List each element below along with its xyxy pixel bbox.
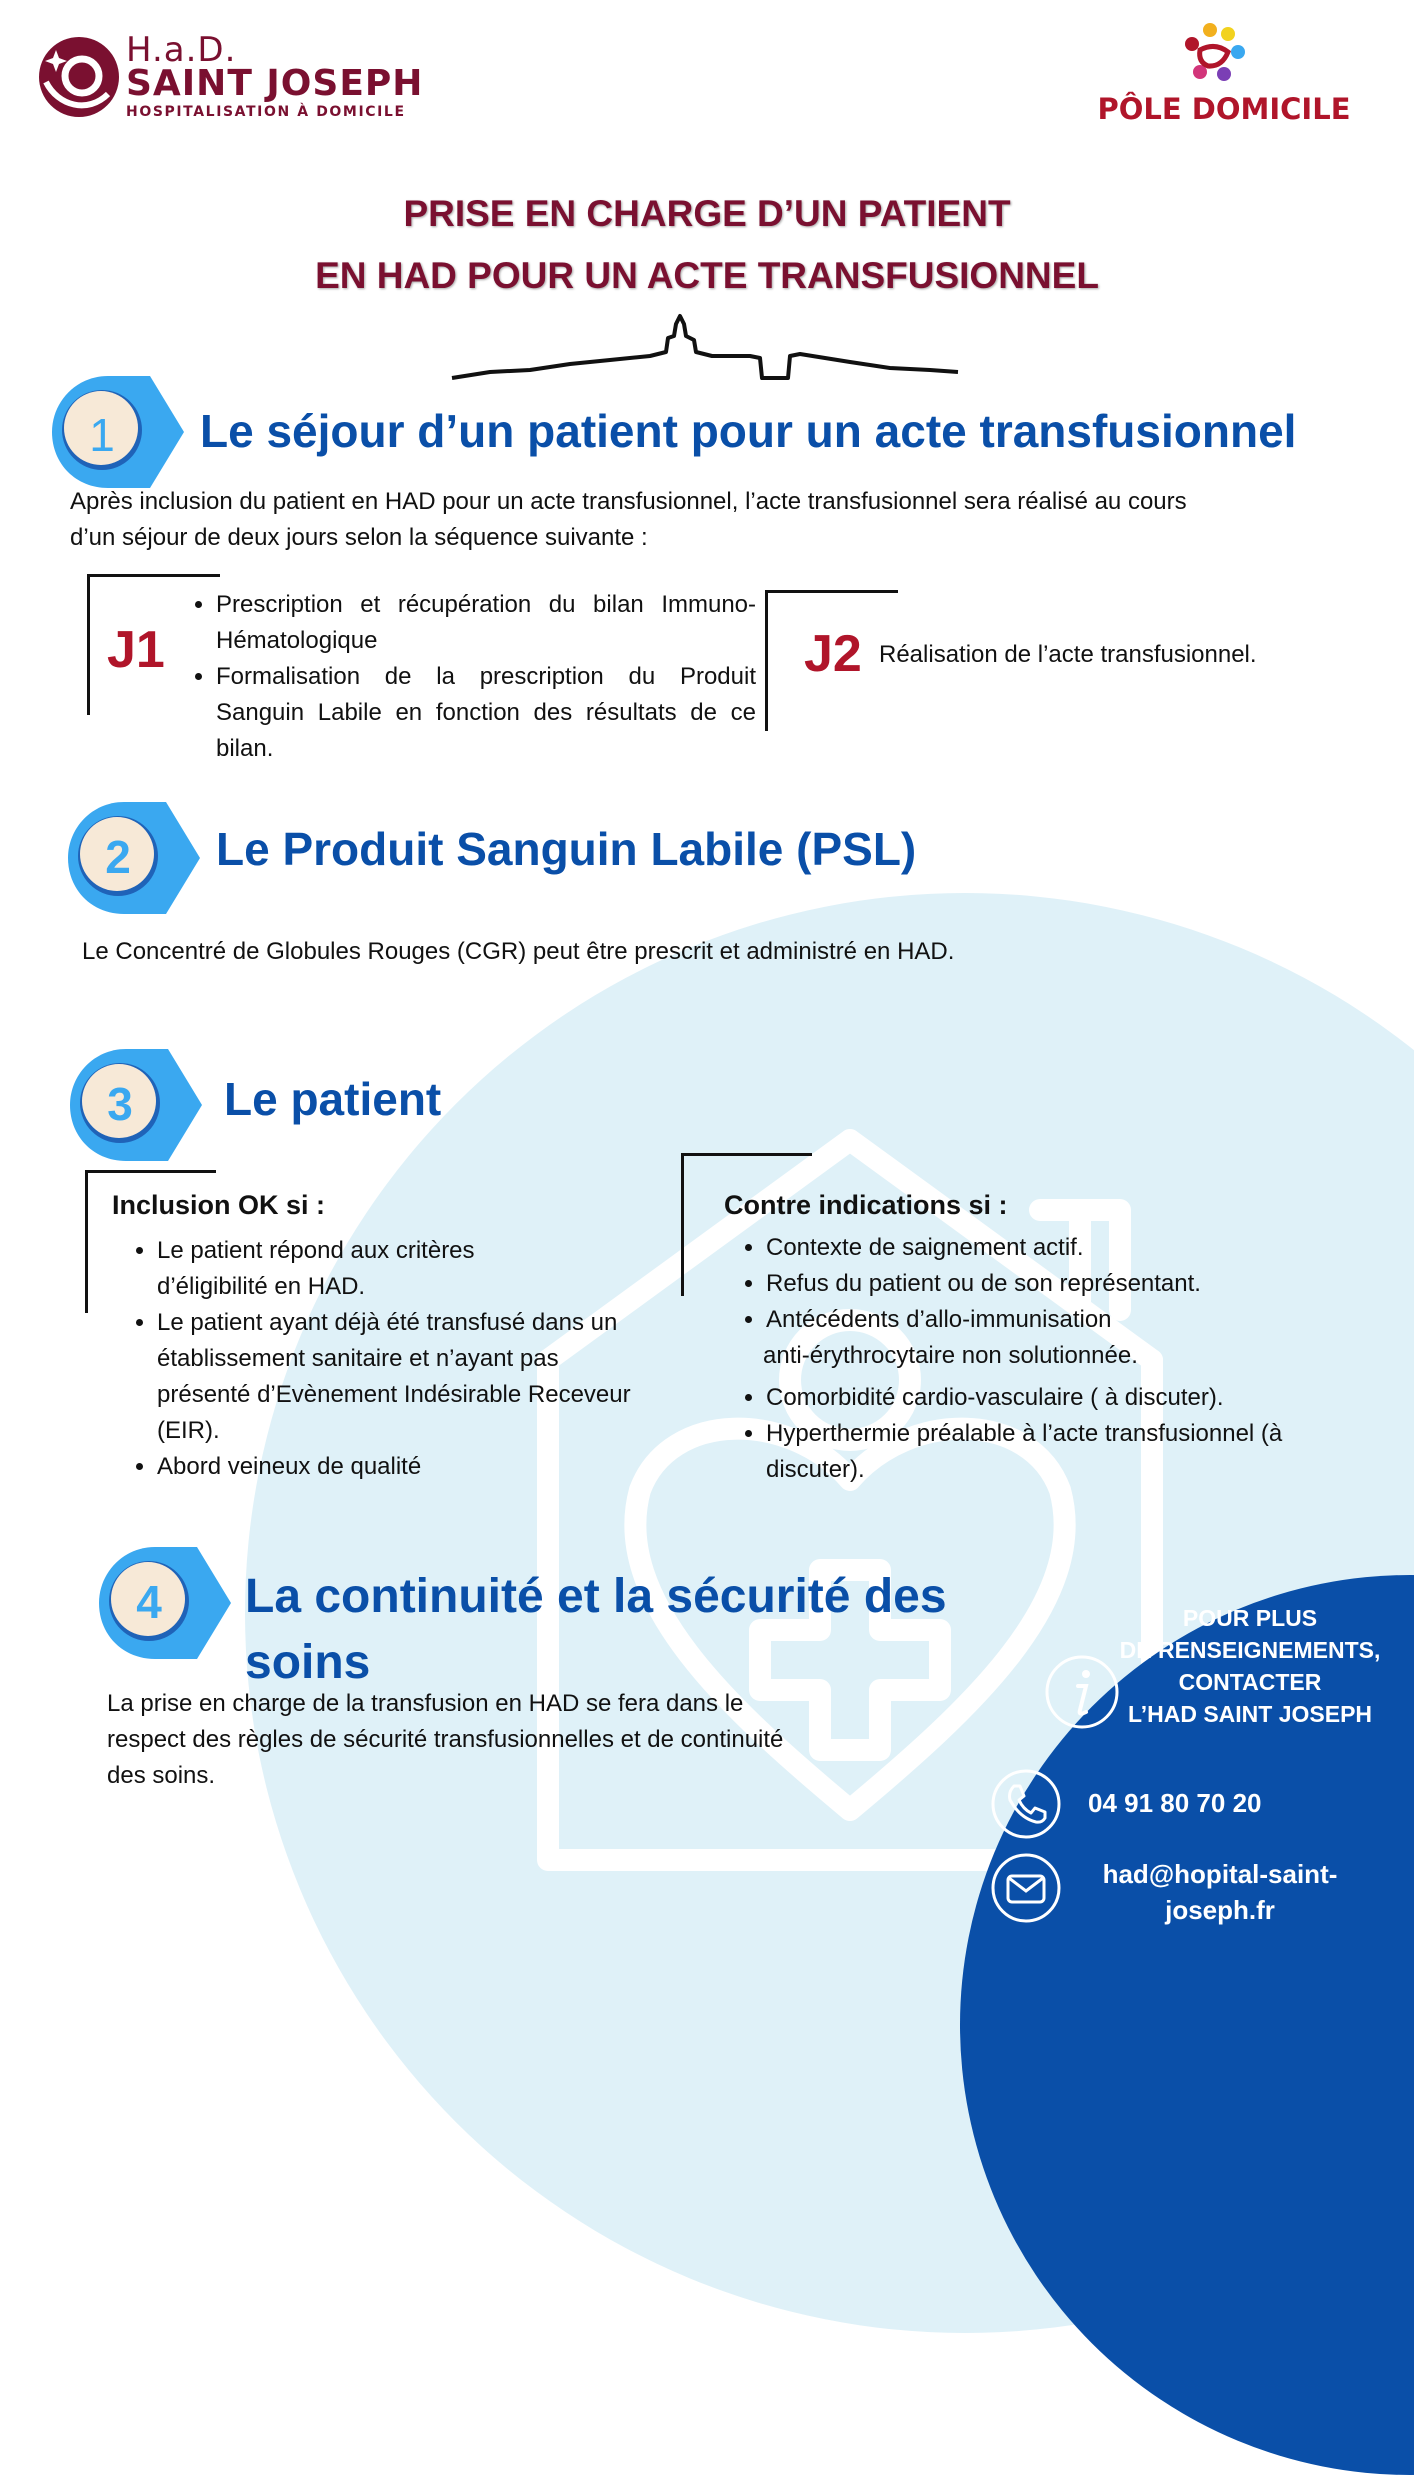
section4-text-line3: des soins. — [107, 1762, 216, 1789]
contact-line2: DE RENSEIGNEMENTS, — [1119, 1637, 1381, 1663]
title-line1: PRISE EN CHARGE D’UN PATIENT — [403, 193, 1011, 234]
contre-item: • Antécédents d’allo-immunisation — [766, 1302, 1386, 1338]
section4-text-line1: La prise en charge de la transfusion en HAD se fera dans le — [107, 1690, 744, 1717]
contre-item: • Comorbidité cardio-vasculaire ( à discuter). — [766, 1380, 1386, 1416]
section1-intro-line1: Après inclusion du patient en HAD pour un acte transfusionnel, l’acte transfusionnel sera réalisé au cours — [70, 488, 1187, 515]
j1-item: • Formalisation de la prescription du Produit Sanguin Labile en fonction des résultats de ce bilan. — [216, 659, 756, 767]
section-number-2: 2 — [105, 831, 131, 883]
j2-text: Réalisation de l’acte transfusionnel. — [879, 641, 1257, 668]
city-skyline-icon — [450, 312, 960, 384]
contact-phone[interactable]: 04 91 80 70 20 — [1088, 1788, 1262, 1818]
j1-item: • Prescription et récupération du bilan Immuno-Hématologique — [216, 587, 756, 659]
inclusion-item: • Abord veineux de qualité — [157, 1449, 697, 1485]
page-title — [150, 183, 1264, 307]
contre-item: • Refus du patient ou de son représentant. — [766, 1266, 1386, 1302]
section-title-2: Le Produit Sanguin Labile (PSL) — [216, 823, 917, 875]
contact-heading — [1105, 1602, 1395, 1730]
j1-label: J1 — [107, 621, 165, 679]
contact-line4: L’HAD SAINT JOSEPH — [1127, 1701, 1373, 1727]
mail-icon[interactable] — [990, 1852, 1062, 1924]
title-line2: EN HAD POUR UN ACTE TRANSFUSIONNEL — [315, 255, 1099, 296]
contre-list-more — [722, 1380, 1386, 1488]
contact-line1: POUR PLUS — [1182, 1605, 1318, 1631]
section4-title-line1: La continuité et la sécurité des — [245, 1570, 947, 1623]
section-number-1: 1 — [89, 409, 115, 461]
section-title-4 — [245, 1564, 947, 1696]
contact-email[interactable] — [1085, 1856, 1355, 1928]
contre-continuation: anti-érythrocytaire non solutionnée. — [763, 1342, 1138, 1369]
section-title-3: Le patient — [224, 1073, 442, 1125]
inclusion-item: • Le patient ayant déjà été transfusé dans un établissement sanitaire et n’ayant pas présenté d’Evènement Indésirable Receveur (EIR). — [157, 1305, 697, 1449]
section-number-4: 4 — [136, 1576, 162, 1628]
j1-list — [172, 587, 756, 767]
info-icon — [1044, 1654, 1120, 1730]
contact-email-line1[interactable]: had@hopital-saint- — [1102, 1859, 1338, 1889]
section-title-1: Le séjour d’un patient pour un acte transfusionnel — [200, 405, 1297, 457]
contact-line3: CONTACTER — [1178, 1669, 1322, 1695]
phone-icon[interactable] — [990, 1768, 1062, 1840]
pole-domicile-text: PÔLE DOMICILE — [1097, 92, 1351, 126]
had-logo-line2: SAINT JOSEPH — [126, 63, 424, 104]
contre-item: • Contexte de saignement actif. — [766, 1230, 1386, 1266]
pole-domicile-logo — [1088, 22, 1360, 132]
had-saint-joseph-logo — [38, 30, 438, 130]
contre-item: • Hyperthermie préalable à l’acte transfusionnel (à discuter). — [766, 1416, 1386, 1488]
people-circle-icon — [1170, 22, 1260, 92]
contre-list — [722, 1230, 1386, 1338]
had-logo-mark-icon — [38, 36, 120, 118]
inclusion-item: • Le patient répond aux critères d’éligibilité en HAD. — [157, 1233, 697, 1305]
contact-email-line2[interactable]: joseph.fr — [1165, 1895, 1275, 1925]
section2-text: Le Concentré de Globules Rouges (CGR) peut être prescrit et administré en HAD. — [82, 938, 955, 965]
j2-label: J2 — [804, 625, 862, 683]
inclusion-heading: Inclusion OK si : — [112, 1190, 326, 1220]
had-logo-line1: H.a.D. — [126, 30, 237, 70]
section1-intro-line2: d’un séjour de deux jours selon la séquence suivante : — [70, 524, 648, 551]
section4-title-line2: soins — [245, 1636, 371, 1689]
contre-heading: Contre indications si : — [724, 1190, 1008, 1220]
section-number-3: 3 — [107, 1078, 133, 1130]
had-logo-line3: HOSPITALISATION À DOMICILE — [126, 104, 406, 120]
section4-text-line2: respect des règles de sécurité transfusionnelles et de continuité — [107, 1726, 784, 1753]
inclusion-list — [113, 1233, 697, 1485]
